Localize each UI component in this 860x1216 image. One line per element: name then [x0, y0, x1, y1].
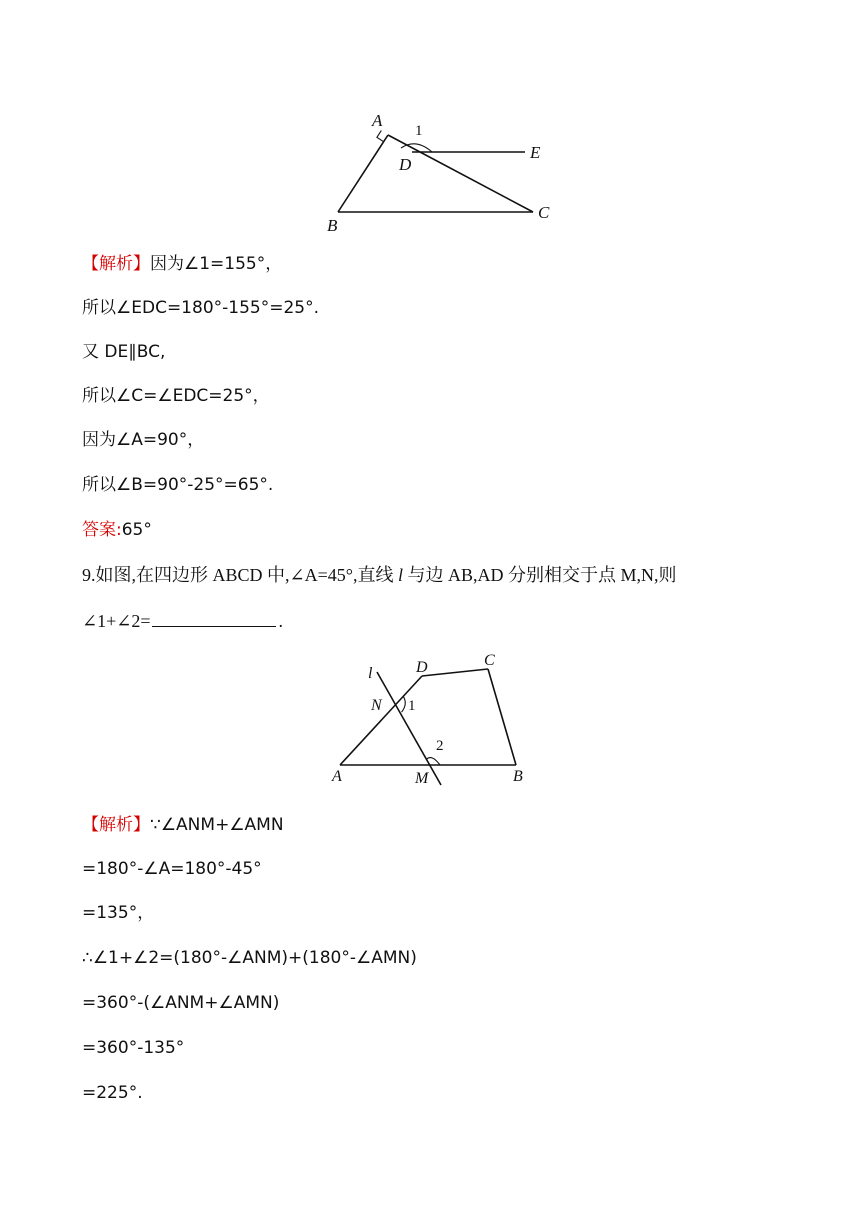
question9-line-2: [82, 609, 283, 633]
solution2-line-5: =360°-(∠ANM+∠AMN): [82, 993, 280, 1013]
solution1-text-1: 因为∠1=155°，: [150, 254, 283, 274]
answer-blank: [152, 610, 276, 627]
label-l: l: [368, 665, 373, 682]
label-b: B: [327, 216, 338, 235]
label-n: N: [371, 697, 382, 714]
segment-cd: [422, 669, 488, 676]
segment-ab: [338, 135, 388, 212]
label-c: C: [538, 203, 550, 222]
question9-line-1: [82, 563, 676, 587]
segment-ad: [340, 676, 422, 765]
solution2-line-6: =360°-135°: [82, 1038, 185, 1058]
solution2-line-3: =135°，: [82, 903, 155, 923]
label-angle-1: 1: [408, 698, 416, 714]
figure-quadrilateral-abcd: [325, 652, 545, 792]
solution1-line-6: 所以∠B=90°-25°=65°.: [82, 475, 274, 495]
label-a: A: [332, 768, 342, 785]
solution1-line-2: 所以∠EDC=180°-155°=25°.: [82, 298, 319, 318]
figure-triangle-abc: [320, 105, 570, 235]
solution2-line-4: ∴∠1+∠2=(180°-∠ANM)+(180°-∠AMN): [82, 948, 417, 968]
solution2-text-1: ∵∠ANM+∠AMN: [150, 815, 284, 835]
solution2-tag: 【解析】: [82, 815, 150, 835]
question9-prefix: ∠1+∠2=: [82, 611, 151, 631]
label-angle-1: 1: [415, 123, 423, 139]
label-a: A: [372, 111, 383, 130]
label-d: D: [399, 155, 412, 174]
solution1-line-5: 因为∠A=90°，: [82, 430, 205, 450]
label-b: B: [513, 768, 523, 785]
right-angle-mark: [377, 131, 384, 142]
solution2-line-7: =225°.: [82, 1083, 143, 1103]
line-l-symbol: l: [397, 565, 403, 585]
label-m: M: [415, 770, 429, 787]
solution2-line-2: =180°-∠A=180°-45°: [82, 859, 262, 879]
solution1-line-4: 所以∠C=∠EDC=25°，: [82, 386, 270, 406]
answer-value: 65°: [121, 520, 152, 540]
segment-bc: [488, 669, 516, 765]
question9-text-b: 与边 AB,AD 分别相交于点 M,N,则: [402, 565, 677, 585]
label-e: E: [530, 143, 541, 162]
solution2-line-1: [82, 813, 284, 837]
answer-label: 答案:: [82, 520, 122, 540]
solution1-line-3: 又 DE∥BC,: [82, 342, 166, 362]
label-c: C: [484, 652, 495, 669]
label-angle-2: 2: [436, 738, 444, 754]
solution1-line-1: [82, 252, 282, 276]
question9-text-a: 9.如图,在四边形 ABCD 中,∠A=45°,直线: [82, 565, 398, 585]
solution1-tag: 【解析】: [82, 254, 150, 274]
label-d: D: [416, 659, 428, 676]
question9-suffix: .: [278, 611, 283, 631]
solution1-answer: [82, 518, 152, 542]
